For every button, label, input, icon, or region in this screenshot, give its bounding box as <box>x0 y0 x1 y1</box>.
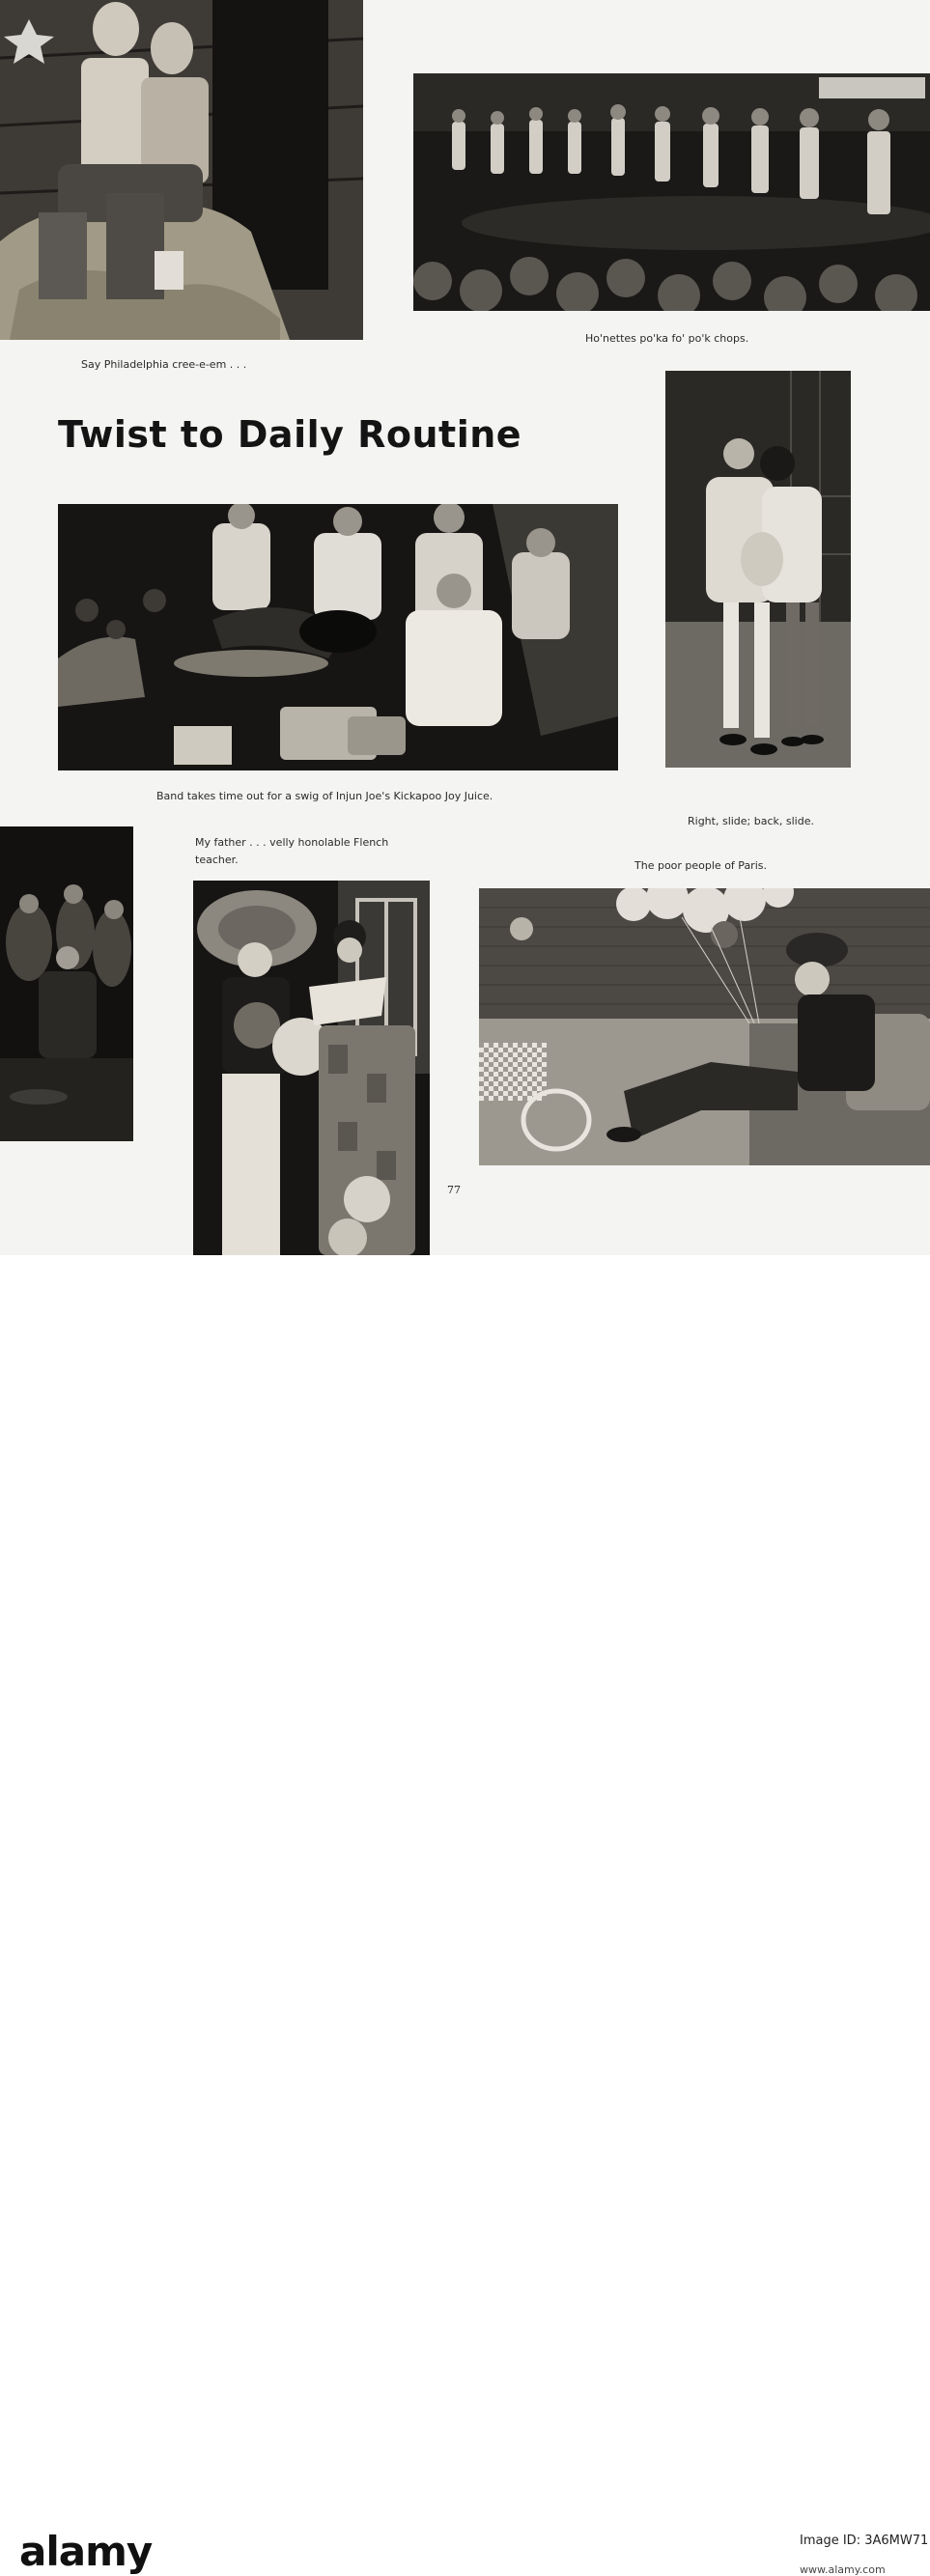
caption-french-teacher-line2: teacher. <box>195 854 239 866</box>
photo-poor-people-paris <box>479 888 930 1165</box>
page-headline: Twist to Daily Routine <box>58 413 522 456</box>
caption-hayride-couple: Say Philadelphia cree-e-em . . . <box>81 358 247 371</box>
caption-french-teacher-line1: My father . . . velly honolable Flench <box>195 836 389 849</box>
yearbook-page <box>0 0 930 1255</box>
photo-hayride-couple <box>0 0 363 340</box>
photo-slide-dancers <box>665 371 851 768</box>
stock-footer <box>0 1255 930 2576</box>
photo-dance-floor <box>0 826 133 1141</box>
caption-slide-dancers: Right, slide; back, slide. <box>688 815 814 827</box>
photo-honettes-dancers <box>413 73 930 311</box>
caption-band: Band takes time out for a swig of Injun Joe's Kickapoo Joy Juice. <box>156 790 493 802</box>
photo-french-teacher <box>193 881 430 1255</box>
alamy-logo: alamy <box>19 2528 153 2575</box>
image-id-label: Image ID: 3A6MW71 <box>800 2534 929 2548</box>
page-number: 77 <box>447 1184 461 1196</box>
caption-poor-people-paris: The poor people of Paris. <box>634 859 767 872</box>
stock-url: www.alamy.com <box>800 2563 886 2576</box>
photo-band <box>58 504 618 770</box>
caption-honettes-dancers: Ho'nettes po'ka fo' po'k chops. <box>585 332 749 345</box>
